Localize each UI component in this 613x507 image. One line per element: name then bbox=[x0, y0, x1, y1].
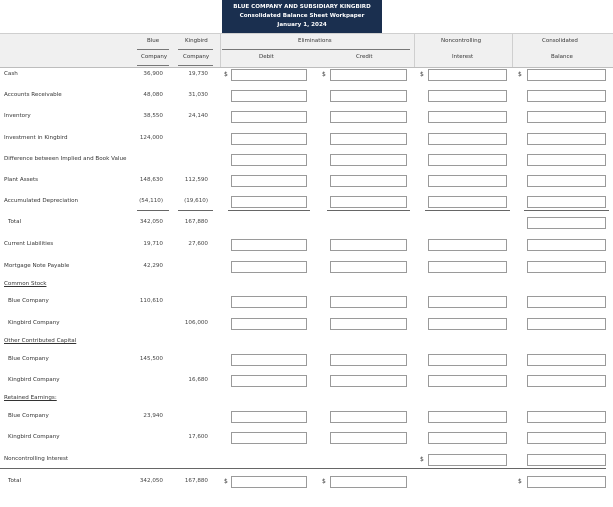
dollar-sign-credit-total_liab: $ bbox=[322, 478, 326, 485]
credit-input-plant[interactable] bbox=[330, 175, 407, 187]
blue-value-ar: 48,080 bbox=[143, 92, 163, 98]
consolidated-input-re_blue[interactable] bbox=[527, 411, 606, 423]
header-blue-line1: Blue bbox=[147, 38, 160, 44]
dollar-sign-debit-total_liab: $ bbox=[224, 478, 228, 485]
header-nci-line1: Noncontrolling bbox=[441, 38, 482, 44]
debit-input-occ_kingbird[interactable] bbox=[231, 375, 307, 387]
consolidated-input-investment[interactable] bbox=[527, 133, 606, 145]
header-credit: Credit bbox=[356, 54, 373, 60]
kingbird-value-inventory: 24,140 bbox=[188, 113, 208, 119]
row-label-occ_kingbird: Kingbird Company bbox=[8, 377, 60, 383]
debit-input-cash[interactable] bbox=[231, 69, 307, 81]
nci-input-cash[interactable] bbox=[428, 69, 507, 81]
credit-input-ar[interactable] bbox=[330, 90, 407, 102]
nci-input-occ_blue[interactable] bbox=[428, 354, 507, 366]
header-cons-line1: Consolidated bbox=[542, 38, 578, 44]
nci-input-cs_kingbird[interactable] bbox=[428, 318, 507, 330]
row-label-ar: Accounts Receivable bbox=[4, 92, 62, 98]
credit-input-cs_blue[interactable] bbox=[330, 296, 407, 308]
debit-input-total_liab[interactable] bbox=[231, 476, 307, 488]
nci-input-re_blue[interactable] bbox=[428, 411, 507, 423]
credit-input-mortgage[interactable] bbox=[330, 261, 407, 273]
nci-input-inventory[interactable] bbox=[428, 111, 507, 123]
consolidated-input-cs_blue[interactable] bbox=[527, 296, 606, 308]
row-label-total_assets: Total bbox=[8, 219, 22, 225]
nci-input-investment[interactable] bbox=[428, 133, 507, 145]
row-label-inventory: Inventory bbox=[4, 113, 31, 119]
header-eliminations: Eliminations bbox=[298, 38, 332, 44]
blue-value-current_liab: 19,710 bbox=[143, 241, 163, 247]
row-label-total_liab: Total bbox=[8, 478, 22, 484]
kingbird-value-ar: 31,030 bbox=[188, 92, 208, 98]
consolidated-input-accum[interactable] bbox=[527, 196, 606, 208]
credit-input-occ_blue[interactable] bbox=[330, 354, 407, 366]
consolidated-input-occ_blue[interactable] bbox=[527, 354, 606, 366]
nci-input-current_liab[interactable] bbox=[428, 239, 507, 251]
dollar-sign-credit-cash: $ bbox=[322, 71, 326, 78]
blue-value-cash: 36,900 bbox=[143, 71, 163, 77]
debit-input-difference[interactable] bbox=[231, 154, 307, 166]
debit-input-occ_blue[interactable] bbox=[231, 354, 307, 366]
credit-input-cs_kingbird[interactable] bbox=[330, 318, 407, 330]
debit-input-re_blue[interactable] bbox=[231, 411, 307, 423]
debit-input-ar[interactable] bbox=[231, 90, 307, 102]
nci-input-occ_kingbird[interactable] bbox=[428, 375, 507, 387]
debit-input-mortgage[interactable] bbox=[231, 261, 307, 273]
blue-value-total_assets: 342,050 bbox=[139, 219, 163, 225]
title-company: BLUE COMPANY AND SUBSIDIARY KINGBIRD bbox=[233, 4, 371, 10]
consolidated-input-total_assets[interactable] bbox=[527, 217, 606, 229]
consolidated-input-cs_kingbird[interactable] bbox=[527, 318, 606, 330]
debit-input-accum[interactable] bbox=[231, 196, 307, 208]
row-label-nci: Noncontrolling Interest bbox=[4, 456, 69, 462]
row-label-current_liab: Current Liabilities bbox=[4, 241, 54, 247]
credit-input-inventory[interactable] bbox=[330, 111, 407, 123]
debit-input-cs_blue[interactable] bbox=[231, 296, 307, 308]
nci-input-plant[interactable] bbox=[428, 175, 507, 187]
dollar-sign-consolidated-total_liab: $ bbox=[518, 478, 522, 485]
kingbird-value-accum: (19,610) bbox=[184, 198, 208, 204]
header-kingbird-line1: Kingbird bbox=[185, 38, 208, 44]
row-label-difference: Difference between Implied and Book Value bbox=[4, 156, 127, 162]
title-statement: Consolidated Balance Sheet Workpaper bbox=[239, 13, 365, 19]
nci-input-mortgage[interactable] bbox=[428, 261, 507, 273]
consolidated-input-cash[interactable] bbox=[527, 69, 606, 81]
credit-input-current_liab[interactable] bbox=[330, 239, 407, 251]
row-label-re_hdr: Retained Earnings: bbox=[4, 395, 57, 401]
row-label-re_kingbird: Kingbird Company bbox=[8, 434, 60, 440]
blue-value-cs_blue: 110,610 bbox=[139, 298, 163, 304]
consolidated-input-inventory[interactable] bbox=[527, 111, 606, 123]
credit-input-accum[interactable] bbox=[330, 196, 407, 208]
row-label-re_blue: Blue Company bbox=[8, 413, 49, 419]
consolidated-input-difference[interactable] bbox=[527, 154, 606, 166]
row-label-cash: Cash bbox=[4, 71, 18, 77]
credit-input-investment[interactable] bbox=[330, 133, 407, 145]
header-cons-line2: Balance bbox=[551, 54, 573, 60]
blue-value-mortgage: 42,290 bbox=[143, 263, 163, 269]
kingbird-value-total_liab: 167,880 bbox=[184, 478, 208, 484]
row-label-plant: Plant Assets bbox=[4, 177, 39, 183]
kingbird-value-occ_kingbird: 16,680 bbox=[188, 377, 208, 383]
consolidated-input-plant[interactable] bbox=[527, 175, 606, 187]
row-label-mortgage: Mortgage Note Payable bbox=[4, 263, 70, 269]
credit-input-cash[interactable] bbox=[330, 69, 407, 81]
dollar-sign-nci-nci: $ bbox=[420, 456, 424, 463]
consolidated-input-mortgage[interactable] bbox=[527, 261, 606, 273]
nci-input-ar[interactable] bbox=[428, 90, 507, 102]
consolidated-input-total_liab[interactable] bbox=[527, 476, 606, 488]
dollar-sign-debit-cash: $ bbox=[224, 71, 228, 78]
credit-input-difference[interactable] bbox=[330, 154, 407, 166]
debit-input-plant[interactable] bbox=[231, 175, 307, 187]
dollar-sign-consolidated-cash: $ bbox=[518, 71, 522, 78]
nci-input-nci[interactable] bbox=[428, 454, 507, 466]
row-label-accum: Accumulated Depreciation bbox=[4, 198, 79, 204]
blue-value-investment: 124,000 bbox=[139, 135, 163, 141]
row-label-cs_kingbird: Kingbird Company bbox=[8, 320, 60, 326]
consolidated-input-ar[interactable] bbox=[527, 90, 606, 102]
blue-value-re_blue: 23,940 bbox=[143, 413, 163, 419]
nci-input-cs_blue[interactable] bbox=[428, 296, 507, 308]
kingbird-value-cash: 19,730 bbox=[188, 71, 208, 77]
row-label-occ_blue: Blue Company bbox=[8, 356, 49, 362]
credit-input-total_liab[interactable] bbox=[330, 476, 407, 488]
credit-input-re_kingbird[interactable] bbox=[330, 432, 407, 444]
debit-input-re_kingbird[interactable] bbox=[231, 432, 307, 444]
kingbird-value-re_kingbird: 17,600 bbox=[188, 434, 208, 440]
blue-value-total_liab: 342,050 bbox=[139, 478, 163, 484]
consolidated-input-current_liab[interactable] bbox=[527, 239, 606, 251]
nci-input-accum[interactable] bbox=[428, 196, 507, 208]
consolidated-input-nci[interactable] bbox=[527, 454, 606, 466]
header-debit: Debit bbox=[259, 54, 274, 60]
title-date: January 1, 2024 bbox=[277, 22, 327, 28]
kingbird-value-current_liab: 27,600 bbox=[188, 241, 208, 247]
column-header-band bbox=[0, 33, 613, 68]
worksheet-title bbox=[222, 0, 382, 33]
blue-value-plant: 148,630 bbox=[139, 177, 163, 183]
credit-input-occ_kingbird[interactable] bbox=[330, 375, 407, 387]
dollar-sign-nci-cash: $ bbox=[420, 71, 424, 78]
blue-value-occ_blue: 145,500 bbox=[139, 356, 163, 362]
blue-value-accum: (54,110) bbox=[139, 198, 163, 204]
nci-input-difference[interactable] bbox=[428, 154, 507, 166]
consolidated-input-re_kingbird[interactable] bbox=[527, 432, 606, 444]
debit-input-inventory[interactable] bbox=[231, 111, 307, 123]
consolidated-input-occ_kingbird[interactable] bbox=[527, 375, 606, 387]
blue-value-inventory: 38,550 bbox=[143, 113, 163, 119]
debit-input-cs_kingbird[interactable] bbox=[231, 318, 307, 330]
kingbird-value-cs_kingbird: 106,000 bbox=[184, 320, 208, 326]
debit-input-investment[interactable] bbox=[231, 133, 307, 145]
row-label-common_stock_hdr: Common Stock bbox=[4, 281, 47, 287]
row-label-cs_blue: Blue Company bbox=[8, 298, 49, 304]
row-label-occ_hdr: Other Contributed Capital bbox=[4, 338, 77, 344]
credit-input-re_blue[interactable] bbox=[330, 411, 407, 423]
kingbird-value-plant: 112,590 bbox=[184, 177, 208, 183]
row-label-investment: Investment in Kingbird bbox=[4, 135, 68, 141]
header-nci-line2: Interest bbox=[452, 54, 474, 60]
kingbird-value-total_assets: 167,880 bbox=[184, 219, 208, 225]
header-kingbird-line2: Company bbox=[183, 54, 210, 60]
nci-input-re_kingbird[interactable] bbox=[428, 432, 507, 444]
header-blue-line2: Company bbox=[141, 54, 168, 60]
debit-input-current_liab[interactable] bbox=[231, 239, 307, 251]
